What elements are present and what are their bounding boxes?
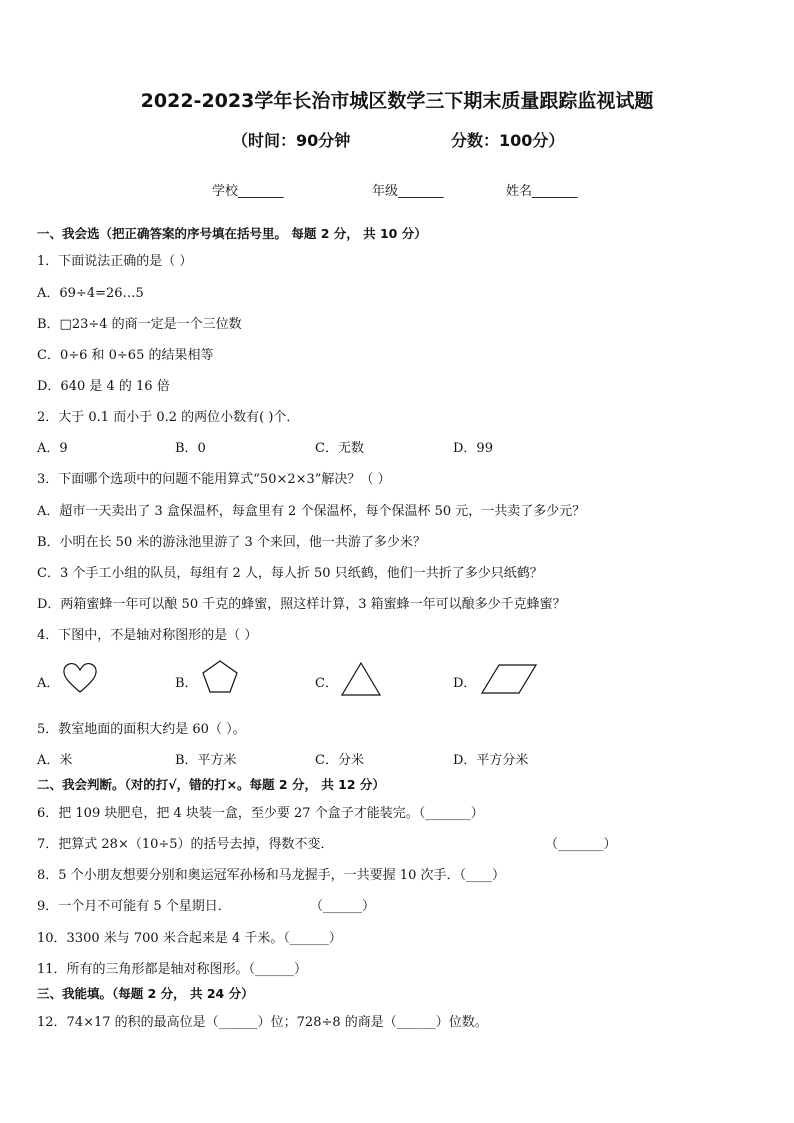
q3-option-b: B．小明在长 50 米的游泳池里游了 3 个来回，他一共游了多少米？: [37, 535, 426, 550]
q4-option-c: C．: [315, 676, 338, 691]
question-2: 2．大于 0.1 而小于 0.2 的两位小数有( )个．: [37, 410, 300, 425]
q5-option-d: D．平方分米: [453, 753, 529, 768]
q3-option-d: D．两箱蜜蜂一年可以酿 50 千克的蜂蜜，照这样计算，3 箱蜜蜂一年可以酿多少千克蜂蜜？: [37, 597, 566, 612]
question-6: 6．把 109 块肥皂，把 4 块装一盒，至少要 27 个盒子才能装完。（_______）: [37, 806, 484, 821]
parallelogram-shape-icon: [481, 664, 537, 694]
q7-answer-blank: （_______）: [545, 837, 617, 852]
q1-option-a: A．69÷4=26…5: [37, 286, 144, 301]
q1-option-d: D．640 是 4 的 16 倍: [37, 379, 170, 394]
name-field: 姓名_______: [506, 184, 578, 199]
question-4: 4．下图中，不是轴对称图形的是（ ）: [37, 628, 258, 643]
q4-option-b: B．: [175, 676, 198, 691]
page-title: 2022-2023学年长治市城区数学三下期末质量跟踪监视试题: [140, 90, 654, 112]
triangle-shape-icon: [341, 662, 381, 696]
q5-option-a: A．米: [37, 753, 73, 768]
q4-option-d: D．: [453, 676, 477, 691]
q3-option-c: C．3 个手工小组的队员，每组有 2 人，每人折 50 只纸鹤，他们一共折了多少只纸鹤？: [37, 566, 543, 581]
q2-option-d: D．99: [453, 441, 493, 456]
exam-score: 分数：100分）: [451, 131, 565, 150]
q1-option-b: B．□23÷4 的商一定是一个三位数: [37, 317, 242, 332]
question-8: 8．5 个小朋友想要分别和奥运冠军孙杨和马龙握手，一共要握 10 次手．（____）: [37, 868, 505, 883]
question-10: 10．3300 米与 700 米合起来是 4 千米。（______）: [37, 931, 342, 946]
question-7: 7．把算式 28×（10÷5）的括号去掉，得数不变．: [37, 837, 334, 852]
question-9: 9．一个月不可能有 5 个星期日．: [37, 899, 231, 914]
section-1-heading: 一、我会选（把正确答案的序号填在括号里。 每题 2 分， 共 10 分）: [37, 226, 427, 241]
section-2-heading: 二、我会判断。（对的打√，错的打×。每题 2 分， 共 12 分）: [37, 777, 385, 792]
section-3-heading: 三、我能填。（每题 2 分， 共 24 分）: [37, 986, 254, 1001]
q9-answer-blank: （______）: [310, 899, 376, 914]
question-1: 1．下面说法正确的是（ ）: [37, 254, 193, 269]
q5-option-b: B．平方米: [175, 753, 237, 768]
exam-time: （时间：90分钟: [232, 131, 351, 150]
question-3: 3．下面哪个选项中的问题不能用算式“50×2×3”解决？（ ）: [37, 472, 391, 487]
pentagon-shape-icon: [202, 660, 238, 694]
q2-option-c: C．无数: [315, 441, 364, 456]
question-11: 11．所有的三角形都是轴对称图形。（______）: [37, 962, 308, 977]
question-12: 12．74×17 的积的最高位是（______）位；728÷8 的商是（______）位数。: [37, 1015, 488, 1030]
grade-field: 年级_______: [372, 184, 444, 199]
q4-option-a: A．: [37, 676, 60, 691]
q1-option-c: C．0÷6 和 0÷65 的结果相等: [37, 348, 214, 363]
q2-option-a: A．9: [37, 441, 68, 456]
q5-option-c: C．分米: [315, 753, 364, 768]
question-5: 5．教室地面的面积大约是 60（ ）。: [37, 722, 246, 737]
q2-option-b: B．0: [175, 441, 206, 456]
school-field: 学校_______: [212, 184, 284, 199]
heart-shape-icon: [62, 662, 98, 694]
q3-option-a: A．超市一天卖出了 3 盒保温杯，每盒里有 2 个保温杯，每个保温杯 50 元，一共卖了多少元？: [37, 504, 586, 519]
